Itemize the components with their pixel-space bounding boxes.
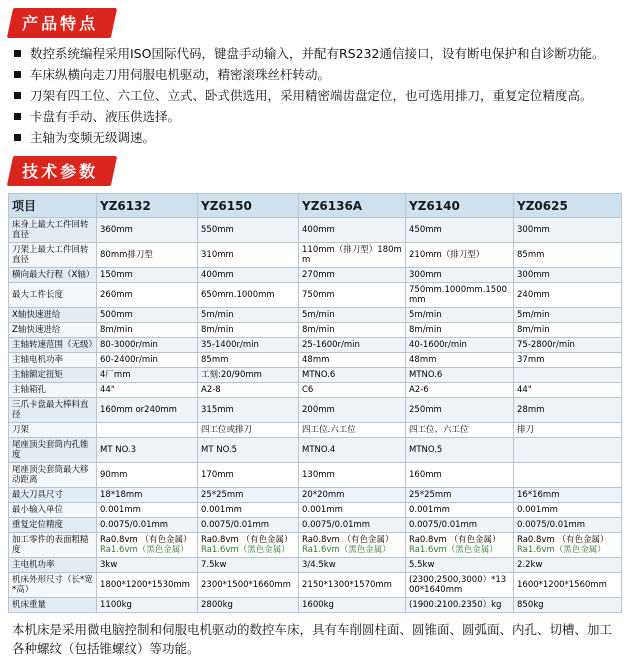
list-item: 刀架有四工位、六工位、立式、卧式供选用，采用精密端齿盘定位，也可选用排刀，重复定位精度高。 <box>12 87 617 104</box>
column-header-yz0625: YZ0625 <box>514 194 622 218</box>
row-label: 尾座顶尖套筒内孔锥度 <box>9 438 97 463</box>
cell: A2-8 <box>198 383 299 398</box>
cell-line-2: Ra1.6vm（黑色金属） <box>517 545 606 555</box>
cell-line-1: Ra0.8vm （有色金属） <box>201 535 293 545</box>
table-row <box>9 423 622 438</box>
table-row <box>9 283 622 308</box>
table-header-row <box>9 194 622 218</box>
table-row <box>9 353 622 368</box>
row-label: 横向最大行程（X轴） <box>9 268 97 283</box>
cell: 400mm <box>299 218 406 243</box>
table-row <box>9 463 622 488</box>
cell-line-1: Ra0.8vm （有色金属） <box>100 535 192 545</box>
cell-line-2: Ra1.6vm（黑色金属） <box>302 545 391 555</box>
cell: 25*25mm <box>198 488 299 503</box>
row-label: 最小输入单位 <box>9 503 97 518</box>
cell: 0.0075/0.01mm <box>97 518 198 533</box>
cell: 150mm <box>97 268 198 283</box>
cell: 130mm <box>299 463 406 488</box>
cell-line-1: Ra0.8vm （有色金属） <box>409 535 501 545</box>
cell: 28mm <box>514 398 622 423</box>
cell: 0.001mm <box>514 503 622 518</box>
cell: 5m/min <box>406 308 514 323</box>
cell: 2.2kw <box>514 558 622 573</box>
row-label: 机床重量 <box>9 598 97 613</box>
cell: 8m/min <box>514 323 622 338</box>
row-label: 主轴电机功率 <box>9 353 97 368</box>
row-label: 最大工件长度 <box>9 283 97 308</box>
list-item: 车床纵横向走刀用伺服电机驱动，精密滚珠丝杆转动。 <box>12 66 617 83</box>
cell: 35-1400r/min <box>198 338 299 353</box>
cell: 7.5kw <box>198 558 299 573</box>
features-banner-wrap <box>10 8 621 38</box>
cell: 0.001mm <box>406 503 514 518</box>
table-row <box>9 573 622 598</box>
cell: 360mm <box>97 218 198 243</box>
cell: 16*16mm <box>514 488 622 503</box>
cell: 110mm（排刀型）180mm <box>299 243 406 268</box>
cell <box>406 533 514 558</box>
cell: 315mm <box>198 398 299 423</box>
cell: 48mm <box>406 353 514 368</box>
table-head <box>9 194 622 218</box>
row-label: 主轴额定扭矩 <box>9 368 97 383</box>
cell: 270mm <box>299 268 406 283</box>
cell: 210mm（排刀型） <box>406 243 514 268</box>
cell: 5m/min <box>514 308 622 323</box>
cell-line-2: Ra1.6vm（黑色金属） <box>409 545 498 555</box>
list-item: 卡盘有手动、液压供选择。 <box>12 108 617 125</box>
table-row <box>9 308 622 323</box>
features-section-title: 产品特点 <box>22 14 99 33</box>
cell: (2300,2500,3000）*1300*1640mm <box>406 573 514 598</box>
cell-line-1: Ra0.8vm （有色金属） <box>302 535 394 545</box>
cell: (1900.2100.2350）kg <box>406 598 514 613</box>
cell: 2150*1300*1570mm <box>299 573 406 598</box>
cell: 1600kg <box>299 598 406 613</box>
table-row <box>9 323 622 338</box>
cell: MTNO.6 <box>299 368 406 383</box>
cell: 250mm <box>406 398 514 423</box>
footer-description: 本机床是采用微电脑控制和伺服电机驱动的数控车床，具有车削圆柱面、圆锥面、圆弧面、内孔、切槽、加工各种螺纹（包括锥螺纹）等功能。 <box>12 622 613 656</box>
row-label: 主轴箱孔 <box>9 383 97 398</box>
cell: 260mm <box>97 283 198 308</box>
column-header-yz6136a: YZ6136A <box>299 194 406 218</box>
cell: 75-2800r/min <box>514 338 622 353</box>
cell: 550mm <box>198 218 299 243</box>
cell: 850kg <box>514 598 622 613</box>
cell: MT NO.3 <box>97 438 198 463</box>
table-row <box>9 518 622 533</box>
list-item: 数控系统编程采用ISO国际代码，键盘手动输入，并配有RS232通信接口，设有断电保护和自诊断功能。 <box>12 45 617 62</box>
cell: 300mm <box>514 268 622 283</box>
cell-line-1: Ra0.8vm （有色金属） <box>517 535 609 545</box>
list-item: 主轴为变频无级调速。 <box>12 129 617 146</box>
cell: 25*25mm <box>406 488 514 503</box>
column-header-yz6140: YZ6140 <box>406 194 514 218</box>
cell: 240mm <box>514 283 622 308</box>
cell: 44" <box>97 383 198 398</box>
cell: 3/4.5kw <box>299 558 406 573</box>
cell: 8m/min <box>406 323 514 338</box>
table-row <box>9 218 622 243</box>
cell <box>514 368 622 383</box>
cell: 25-1600r/min <box>299 338 406 353</box>
row-label: X轴快速进给 <box>9 308 97 323</box>
cell: 18*18mm <box>97 488 198 503</box>
cell: 排刀 <box>514 423 622 438</box>
row-label: 主电机功率 <box>9 558 97 573</box>
cell <box>514 533 622 558</box>
cell: 160mm or240mm <box>97 398 198 423</box>
table-row <box>9 558 622 573</box>
cell: 5m/min <box>299 308 406 323</box>
cell <box>97 423 198 438</box>
specs-section-banner <box>7 156 117 186</box>
row-label: 机床外形尺寸（长*宽*高） <box>9 573 97 598</box>
table-row <box>9 533 622 558</box>
cell: 750mm.1000mm.1500mm <box>406 283 514 308</box>
column-header-yz6132: YZ6132 <box>97 194 198 218</box>
table-row <box>9 488 622 503</box>
cell: 工刻:20/90mm <box>198 368 299 383</box>
cell: 300mm <box>514 218 622 243</box>
table-row <box>9 338 622 353</box>
row-label: 加工零件的表面粗糙度 <box>9 533 97 558</box>
cell: 80mm排刀型 <box>97 243 198 268</box>
cell: 1600*1200*1560mm <box>514 573 622 598</box>
cell: 1100kg <box>97 598 198 613</box>
cell: 85mm <box>198 353 299 368</box>
row-label: 刀架 <box>9 423 97 438</box>
cell: 80-3000r/min <box>97 338 198 353</box>
cell: 170mm <box>198 463 299 488</box>
row-label: 重复定位精度 <box>9 518 97 533</box>
cell: A2-6 <box>406 383 514 398</box>
cell: 3kw <box>97 558 198 573</box>
cell: 0.0075/0.01mm <box>299 518 406 533</box>
cell: 1800*1200*1530mm <box>97 573 198 598</box>
row-label: 最大刀具尺寸 <box>9 488 97 503</box>
row-label: 三爪卡盘最大棒料直径 <box>9 398 97 423</box>
table-row <box>9 598 622 613</box>
cell: 2800kg <box>198 598 299 613</box>
cell: 5m/min <box>198 308 299 323</box>
cell: 8m/min <box>198 323 299 338</box>
cell: MT NO.5 <box>198 438 299 463</box>
specification-table <box>8 193 622 613</box>
cell: 0.001mm <box>198 503 299 518</box>
cell: MTNO.6 <box>406 368 514 383</box>
row-label: Z轴快速进给 <box>9 323 97 338</box>
cell: 48mm <box>299 353 406 368</box>
column-header-yz6150: YZ6150 <box>198 194 299 218</box>
cell: 20*20mm <box>299 488 406 503</box>
cell: 5.5kw <box>406 558 514 573</box>
cell: 2300*1500*1660mm <box>198 573 299 598</box>
row-label: 刀架上最大工件回转直径 <box>9 243 97 268</box>
cell: 37mm <box>514 353 622 368</box>
cell: 4厂mm <box>97 368 198 383</box>
cell: 四工位、六工位 <box>406 423 514 438</box>
specs-section-title: 技术参数 <box>22 162 99 181</box>
cell: C6 <box>299 383 406 398</box>
cell: 0.0075/0.01mm <box>406 518 514 533</box>
table-row <box>9 438 622 463</box>
cell <box>299 533 406 558</box>
cell: 90mm <box>97 463 198 488</box>
table-row <box>9 268 622 283</box>
table-row <box>9 398 622 423</box>
table-row <box>9 383 622 398</box>
specs-banner-wrap <box>10 156 621 186</box>
cell: 44" <box>514 383 622 398</box>
cell-line-2: Ra1.6vm（黑色金属） <box>201 545 290 555</box>
table-row <box>9 368 622 383</box>
features-section-banner <box>7 8 117 38</box>
table-row <box>9 243 622 268</box>
row-label: 主轴转速范围（无级） <box>9 338 97 353</box>
row-label: 尾座顶尖套筒最大移动距离 <box>9 463 97 488</box>
cell: 0.001mm <box>97 503 198 518</box>
cell: 60-2400r/min <box>97 353 198 368</box>
cell: 0.001mm <box>299 503 406 518</box>
cell: 85mm <box>514 243 622 268</box>
cell: 300mm <box>406 268 514 283</box>
cell: 650mm.1000mm <box>198 283 299 308</box>
row-label: 床身上最大工件回转直径 <box>9 218 97 243</box>
cell: MTNO.4 <box>299 438 406 463</box>
table-body <box>9 218 622 613</box>
cell: 8m/min <box>97 323 198 338</box>
cell: MTNO.5 <box>406 438 514 463</box>
cell: 四工位.六工位 <box>299 423 406 438</box>
cell: 0.0075/0.01mm <box>514 518 622 533</box>
cell: 0.0075/0.01mm <box>198 518 299 533</box>
cell: 310mm <box>198 243 299 268</box>
cell: 200mm <box>299 398 406 423</box>
cell: 四工位或排刀 <box>198 423 299 438</box>
feature-list <box>8 45 621 146</box>
cell: 400mm <box>198 268 299 283</box>
cell: 160mm <box>406 463 514 488</box>
cell-line-2: Ra1.6vm（黑色金属） <box>100 545 189 555</box>
cell <box>514 438 622 463</box>
cell: 750mm <box>299 283 406 308</box>
column-header-item: 项目 <box>9 194 97 218</box>
cell <box>97 533 198 558</box>
cell: 500mm <box>97 308 198 323</box>
cell <box>198 533 299 558</box>
cell: 8m/min <box>299 323 406 338</box>
cell: 40-1600r/min <box>406 338 514 353</box>
table-row <box>9 503 622 518</box>
cell: 450mm <box>406 218 514 243</box>
cell <box>514 463 622 488</box>
